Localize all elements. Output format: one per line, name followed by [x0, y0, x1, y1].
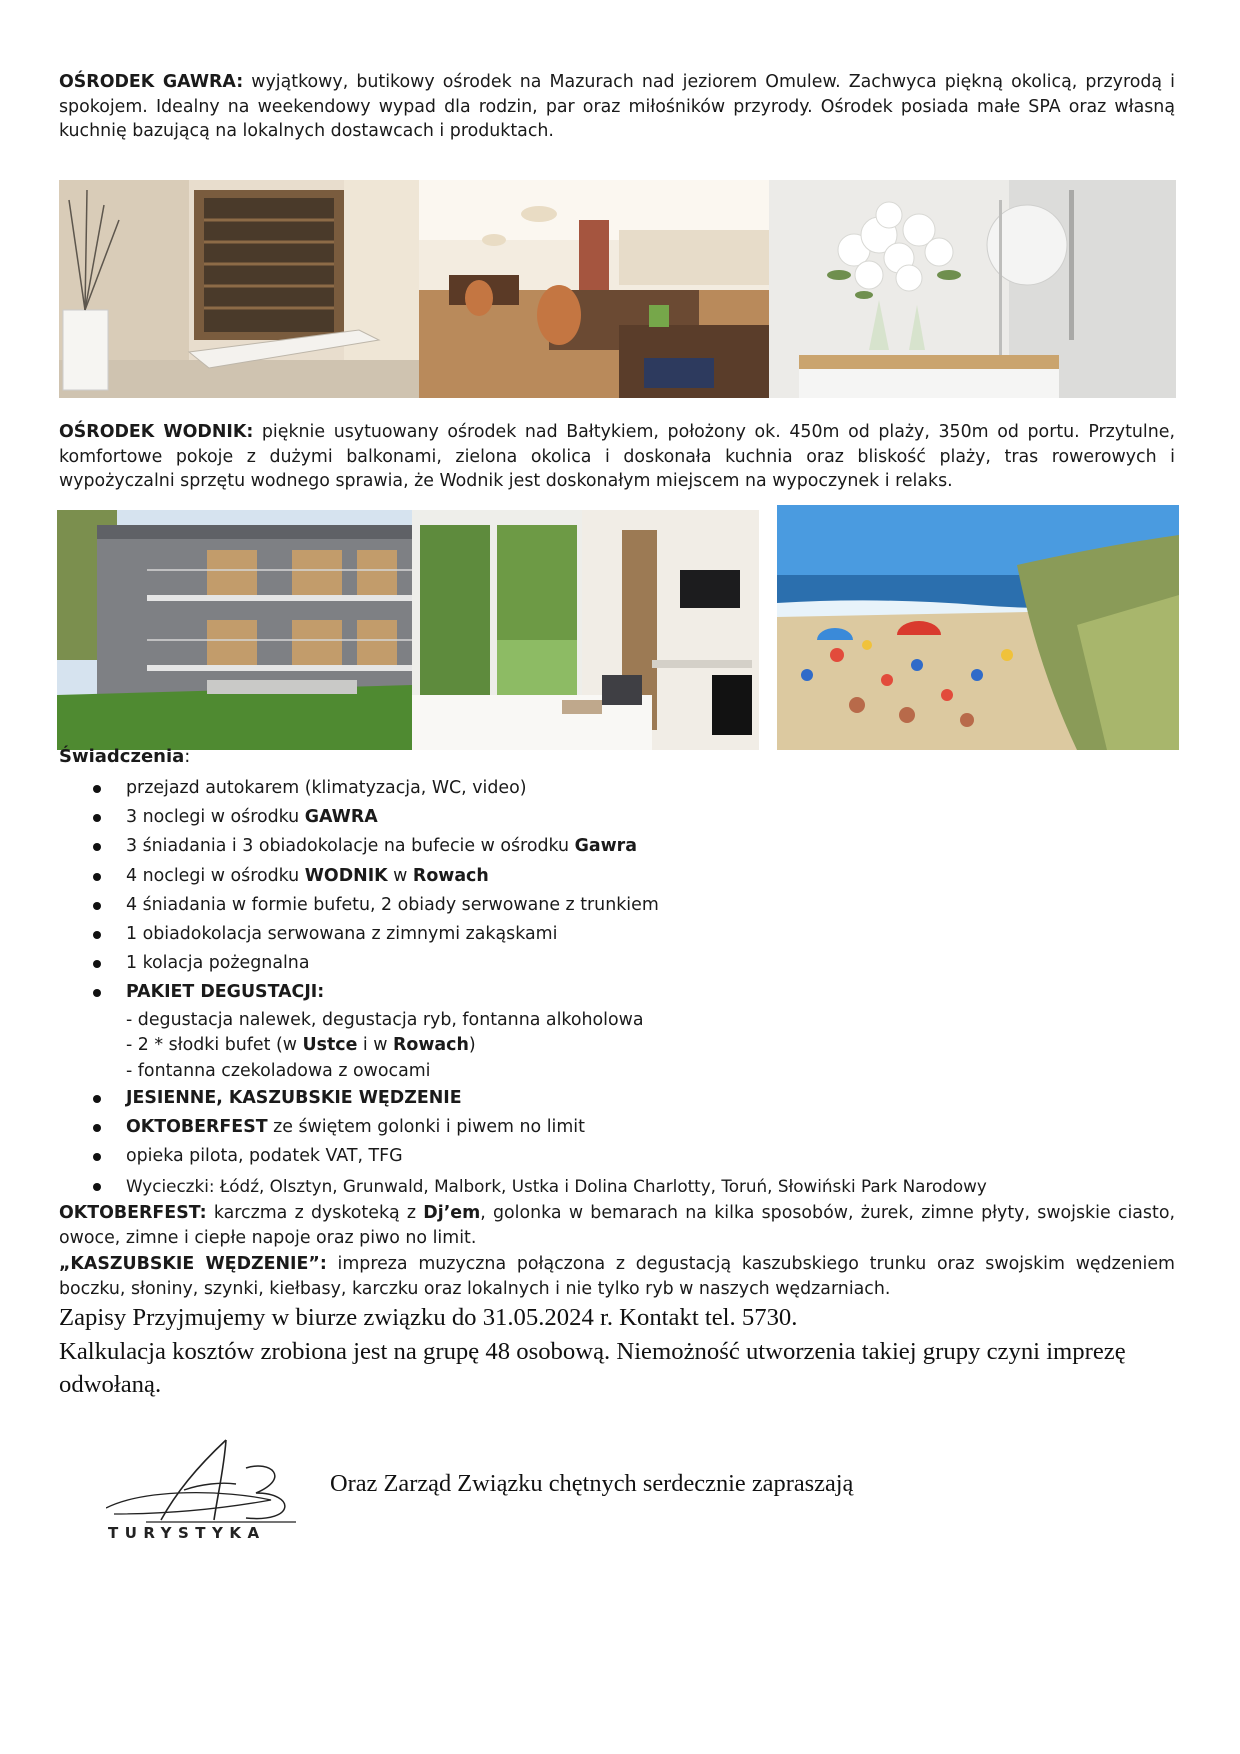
list-item — [88, 803, 987, 832]
photo-gawra-restaurant — [419, 180, 769, 398]
photo-wodnik-building — [57, 510, 412, 750]
oktoberfest-description — [59, 1201, 1175, 1250]
list-subitem — [88, 1059, 987, 1085]
bullet-icon — [93, 873, 101, 881]
list-item — [88, 832, 987, 861]
list-item-text: ze świętem golonki i piwem no limit — [267, 1117, 585, 1138]
list-subitem — [88, 1033, 987, 1059]
photo-gawra-spa — [59, 180, 419, 398]
list-item-bold: Rowach — [393, 1035, 469, 1055]
bullet-icon — [93, 1124, 101, 1132]
list-item-bold: JESIENNE, KASZUBSKIE WĘDZENIE — [126, 1088, 462, 1108]
list-item-bold: WODNIK — [304, 865, 388, 886]
list-item — [88, 1113, 987, 1142]
photo-wodnik-beach — [777, 505, 1179, 750]
wedzenie-label: „KASZUBSKIE WĘDZENIE”: — [59, 1254, 327, 1274]
list-item-text: ) — [468, 1035, 476, 1055]
list-item-text: 4 śniadania w formie bufetu, 2 obiady serwowane z trunkiem — [126, 894, 659, 915]
wodnik-label: OŚRODEK WODNIK: — [59, 422, 254, 442]
list-item — [88, 978, 987, 1007]
list-item-bold: PAKIET DEGUSTACJI: — [126, 982, 325, 1003]
wodnik-text: pięknie usytuowany ośrodek nad Bałtykiem, położony ok. 450m od plaży, 350m od portu. Przytulne, komfortowe pokoje z dużymi balkonami, zielona okolica i doskonała kuchnia oraz bliskość plaży, tras rowerowych i wypożyczalni sprzętu wodnego sprawia, że Wodnik jest doskonałym miejscem na wypoczynek i relaks. — [59, 422, 1175, 491]
wedzenie-description — [59, 1252, 1175, 1301]
list-item-bold: GAWRA — [304, 807, 378, 828]
list-item-bold: Gawra — [574, 836, 637, 857]
bullet-icon — [93, 931, 101, 939]
logo-text: TURYSTYKA — [108, 1524, 266, 1542]
photo-wodnik-room — [412, 510, 759, 750]
list-item-text: 1 kolacja pożegnalna — [126, 953, 310, 974]
bullet-icon — [93, 960, 101, 968]
list-item — [88, 862, 987, 891]
bullet-icon — [93, 843, 101, 851]
wodnik-description — [59, 420, 1175, 494]
list-item-text: w — [387, 865, 413, 886]
invitation: Oraz Zarząd Związku chętnych serdecznie zapraszają — [330, 1470, 854, 1497]
list-item-bold: Ustce — [302, 1035, 358, 1055]
list-item-text: przejazd autokarem (klimatyzacja, WC, video) — [126, 778, 527, 798]
bullet-icon — [93, 989, 101, 997]
bullet-icon — [93, 1183, 101, 1191]
list-item — [88, 949, 987, 978]
bullet-icon — [93, 785, 101, 793]
photo-gawra-bathroom — [769, 180, 1176, 398]
bullet-icon — [93, 902, 101, 910]
benefits-title — [59, 746, 190, 767]
list-item-text: opieka pilota, podatek VAT, TFG — [126, 1146, 403, 1167]
list-item-text: Wycieczki: Łódź, Olsztyn, Grunwald, Malbork, Ustka i Dolina Charlotty, Toruń, Słowiński Park Narodowy — [126, 1175, 987, 1196]
list-item-text: 3 noclegi w ośrodku — [126, 807, 305, 828]
benefits-title-colon: : — [184, 746, 191, 767]
wedzenie-text: impreza muzyczna połączona z degustacją kaszubskiego trunku oraz swojskim wędzeniem boczku, słoniny, szynki, kiełbasy, karczku oraz lokalnych i nie tylko ryb w naszych wędzarniach. — [59, 1254, 1175, 1299]
list-item — [88, 1172, 987, 1201]
enrollment-info: Zapisy Przyjmujemy w biurze związku do 31.05.2024 r. Kontakt tel. 5730. — [59, 1304, 798, 1331]
list-item-text: 3 śniadania i 3 obiadokolacje na bufecie w ośrodku — [126, 836, 575, 857]
list-item-text: - degustacja nalewek, degustacja ryb, fontanna alkoholowa — [126, 1009, 644, 1030]
calculation-info: Kalkulacja kosztów zrobiona jest na grupę 48 osobową. Niemożność utworzenia takiej grupy czyni imprezę odwołaną. — [59, 1338, 1126, 1398]
oktoberfest-dj: Dj’em — [423, 1203, 481, 1223]
list-item-bold: Rowach — [412, 865, 489, 886]
gawra-text: wyjątkowy, butikowy ośrodek na Mazurach nad jeziorem Omulew. Zachwyca piękną okolicą, przyrodą i spokojem. Idealny na weekendowy wypad dla rodzin, par oraz miłośników przyrody. Ośrodek posiada małe SPA oraz własną kuchnię bazującą na lokalnych dostawcach i produktach. — [59, 72, 1176, 141]
oktoberfest-text: karczma z dyskoteką z — [206, 1203, 424, 1223]
bullet-icon — [93, 1095, 101, 1103]
list-item — [88, 920, 987, 949]
list-item — [88, 774, 987, 803]
list-item-text: - fontanna czekoladowa z owocami — [126, 1060, 431, 1081]
oktoberfest-text: , golonka w bemarach na kilka sposobów, żurek, zimne płyty, swojskie ciasto, owoce, zimne i ciepłe napoje oraz piwo no limit. — [59, 1203, 1175, 1248]
list-subitem — [88, 1008, 987, 1034]
gawra-description — [59, 70, 1175, 144]
list-item-bold: OKTOBERFEST — [126, 1117, 268, 1138]
gawra-label: OŚRODEK GAWRA: — [59, 72, 244, 92]
list-item — [88, 891, 987, 920]
list-item — [88, 1142, 987, 1171]
list-item-text: i w — [357, 1035, 394, 1055]
bullet-icon — [93, 814, 101, 822]
benefits-list — [88, 774, 987, 1201]
list-item-text: - 2 * słodki bufet (w — [126, 1035, 303, 1055]
oktoberfest-label: OKTOBERFEST: — [59, 1203, 207, 1223]
bullet-icon — [93, 1153, 101, 1161]
list-item-text: 1 obiadokolacja serwowana z zimnymi zakąskami — [126, 923, 558, 944]
list-item — [88, 1084, 987, 1113]
list-item-text: 4 noclegi w ośrodku — [126, 865, 305, 886]
benefits-title-text: Świadczenia — [59, 746, 185, 767]
